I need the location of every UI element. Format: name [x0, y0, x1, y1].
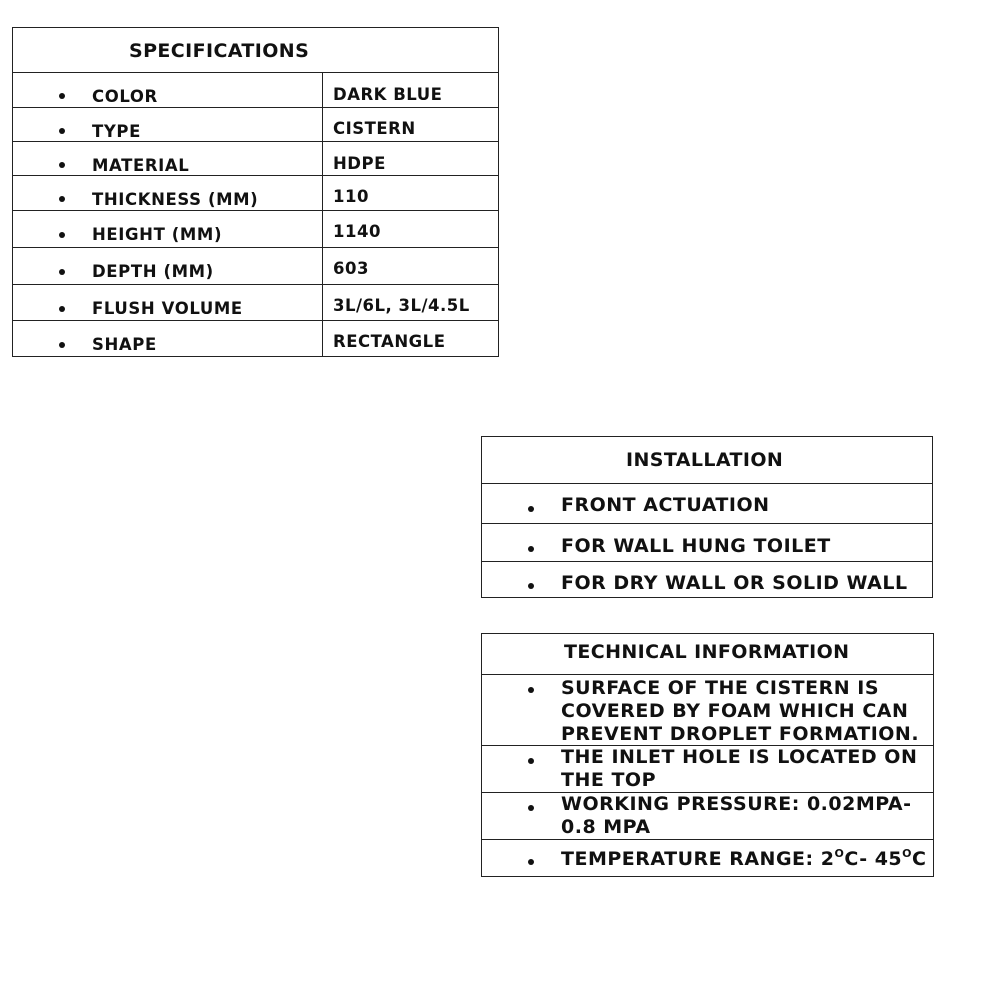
bullet-icon [59, 128, 65, 134]
bullet-icon [59, 93, 65, 99]
bullet-icon [528, 546, 534, 552]
installation-item-text: FRONT ACTUATION [561, 494, 770, 516]
spec-value: CISTERN [333, 119, 416, 138]
spec-label: COLOR [92, 87, 158, 106]
installation-item [482, 561, 932, 598]
bullet-icon [528, 687, 534, 693]
spec-value: 603 [333, 259, 369, 278]
degree-sign: O [902, 847, 913, 860]
technical-information-table [481, 633, 934, 877]
spec-label: TYPE [92, 122, 141, 141]
spec-value: RECTANGLE [333, 332, 446, 351]
spec-value: DARK BLUE [333, 85, 443, 104]
technical-item-line: PREVENT DROPLET FORMATION. [561, 723, 920, 745]
technical-item [482, 674, 933, 745]
spec-row-thickness [13, 175, 498, 210]
installation-table [481, 436, 933, 598]
bullet-icon [59, 342, 65, 348]
temperature-suffix: C [912, 848, 927, 870]
temperature-prefix: TEMPERATURE RANGE: 2 [561, 848, 835, 870]
spec-value: 3L/6L, 3L/4.5L [333, 296, 470, 315]
spec-label: SHAPE [92, 335, 157, 354]
spec-label: THICKNESS (MM) [92, 190, 259, 209]
bullet-icon [528, 758, 534, 764]
technical-item-line: THE TOP [561, 769, 656, 791]
technical-item [482, 839, 933, 877]
spec-value: 110 [333, 187, 369, 206]
spec-row-color [13, 72, 498, 107]
specifications-title: SPECIFICATIONS [129, 40, 310, 62]
bullet-icon [59, 162, 65, 168]
bullet-icon [528, 859, 534, 865]
spec-label: MATERIAL [92, 156, 190, 175]
bullet-icon [59, 269, 65, 275]
installation-title: INSTALLATION [626, 449, 784, 471]
spec-value: HDPE [333, 154, 386, 173]
bullet-icon [59, 306, 65, 312]
technical-item-text [561, 746, 917, 792]
bullet-icon [59, 196, 65, 202]
bullet-icon [528, 583, 534, 589]
technical-item [482, 745, 933, 792]
technical-item-line: 0.8 MPA [561, 816, 651, 838]
spec-row-material [13, 141, 498, 175]
technical-item-text [561, 793, 912, 839]
spec-label: FLUSH VOLUME [92, 299, 243, 318]
spec-value: 1140 [333, 222, 381, 241]
bullet-icon [528, 805, 534, 811]
technical-information-title: TECHNICAL INFORMATION [564, 641, 850, 663]
specifications-table [12, 27, 499, 357]
installation-item [482, 483, 932, 523]
spec-row-flush-volume [13, 284, 498, 320]
spec-row-type [13, 107, 498, 141]
temperature-range-text [561, 848, 926, 870]
bullet-icon [528, 506, 534, 512]
spec-row-depth [13, 247, 498, 284]
bullet-icon [59, 232, 65, 238]
spec-row-height [13, 210, 498, 247]
technical-item [482, 792, 933, 839]
technical-item-text [561, 677, 919, 746]
degree-sign: O [834, 847, 845, 860]
spec-label: DEPTH (MM) [92, 262, 214, 281]
installation-item-text: FOR DRY WALL OR SOLID WALL [561, 572, 908, 594]
temperature-mid: C- 45 [844, 848, 903, 870]
spec-row-shape [13, 320, 498, 357]
technical-item-line: SURFACE OF THE CISTERN IS [561, 677, 880, 699]
technical-item-line: COVERED BY FOAM WHICH CAN [561, 700, 909, 722]
technical-item-line: WORKING PRESSURE: 0.02MPA- [561, 793, 912, 815]
installation-item [482, 523, 932, 561]
technical-item-line: THE INLET HOLE IS LOCATED ON [561, 746, 918, 768]
spec-label: HEIGHT (MM) [92, 225, 223, 244]
installation-item-text: FOR WALL HUNG TOILET [561, 535, 831, 557]
